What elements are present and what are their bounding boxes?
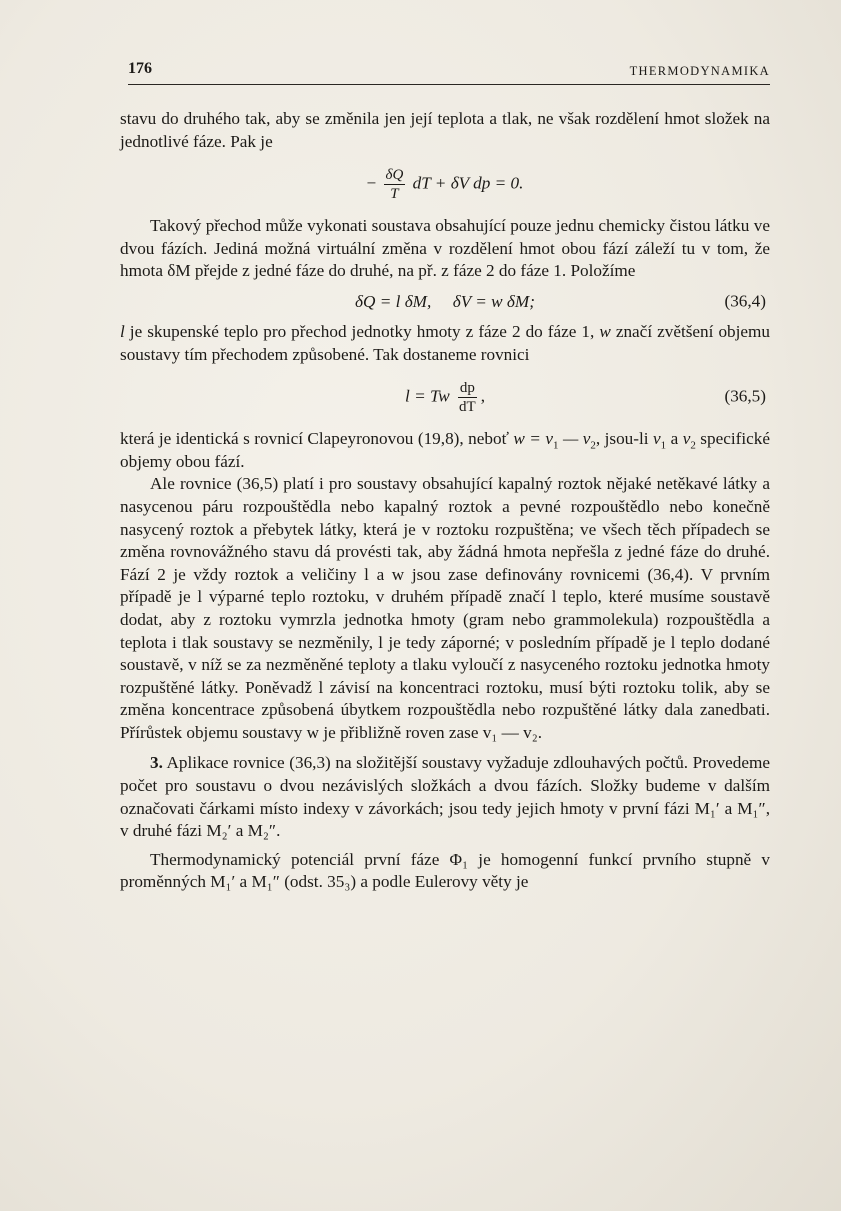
eq1-fraction xyxy=(384,166,406,203)
p4-sub-1: 1 xyxy=(553,439,559,452)
p4-sub-3: 1 xyxy=(660,439,667,452)
equation-36-5 xyxy=(120,370,770,424)
page-header xyxy=(128,60,770,85)
eq1-rest: dT + δV dp = 0. xyxy=(412,173,524,193)
eq1-minus: − xyxy=(366,173,377,193)
p4-w-eq: w = v xyxy=(513,429,553,449)
p4-v2: v xyxy=(682,429,691,449)
p4-text-1: která je identická s rovnicí Clapeyronovou (19,8), neboť xyxy=(120,429,514,449)
paragraph-intro: stavu do druhého tak, aby se změnila jen její teplota a tlak, ne však rozdělení hmot složek na jednotlivé fáze. Pak je xyxy=(120,109,770,151)
eq1-numerator: δQ xyxy=(385,166,404,183)
p3-symbol-w: w xyxy=(599,321,611,341)
p4-and: a xyxy=(666,429,683,449)
p3-text-1: je skupenské teplo pro přechod jednotky hmoty z fáze 2 do fáze 1, xyxy=(124,321,600,341)
p4-text-3: specifické objemy obou fází. xyxy=(120,429,770,471)
running-title: THERMODYNAMIKA xyxy=(629,64,770,78)
eq3-label: (36,5) xyxy=(724,386,766,406)
eq3-denominator: dT xyxy=(459,398,476,415)
page-number: 176 xyxy=(128,60,152,77)
eq3-tail: , xyxy=(480,386,485,406)
eq3-numerator: dp xyxy=(459,379,475,396)
page-body xyxy=(120,108,770,894)
paragraph-potential: Thermodynamický potenciál první fáze Φ₁ je homogenní funkcí prvního stupně v proměnných M₁′ a M₁″ (odst. 35₃) a podle Eulerovy věty je xyxy=(120,849,770,892)
eq2-label: (36,4) xyxy=(724,291,766,311)
paragraph-latent-heat xyxy=(120,321,770,366)
p3-text-2: značí zvětšení objemu soustavy tím přechodem způsobené. Tak dostaneme rovnici xyxy=(120,321,771,364)
eq3-fraction xyxy=(457,379,478,416)
p3-symbol-l: l xyxy=(120,321,125,341)
paragraph-section-3 xyxy=(120,752,770,842)
section-3-text: Aplikace rovnice (36,3) na složitější soustavy vyžaduje zdlouhavých počtů. Provedeme počet pro soustavu o dvou nezávislých složkách a dvou fázích. Složky budeme v dalším označovati čárkami místo indexy v závorkách; jsou tedy jejich hmoty v první fázi M₁′ a M₁″, v druhé fázi M₂′ a M₂″. xyxy=(120,753,770,841)
eq1-denominator: T xyxy=(390,185,399,202)
p4-text-2: , jsou-li xyxy=(595,429,653,449)
equation-36-4 xyxy=(120,285,770,319)
paragraph-clapeyron xyxy=(120,428,770,473)
equation-virtual-change xyxy=(120,157,770,211)
eq3-lhs: l = Tw xyxy=(405,386,450,406)
paragraph-solutions: Ale rovnice (36,5) platí i pro soustavy obsahující kapalný roztok nějaké netěkavé látky a nasycenou páru rozpouštědla nebo kapalný roztok a pevné rozpouštědlo nebo konečně nasycený roztok a přebytek látky, která je v roztoku rozpuštěna; ve všech těch případech se změna rovnovážného stavu dá provésti tak, aby žádná hmota nepřešla z jedné fáze do druhé. Fází 2 je vždy roztok a veličiny l a w jsou zase definovány rovnicemi (36,4). V prvním případě je l výparné teplo roztoku, v druhém případě značí l teplo, které musíme soustavě dodat, aby z roztoku vymrzla jednotka hmoty (gram nebo grammolekula) rozpouštědla a teplota i tlak soustavy se nezměnily, l je tedy záporné; v posledním případě je l teplo dodané soustavě, v níž se za nezměněné teploty a tlaku vyloučí z nasyceného roztoku jednotka hmoty rozpuštěné látky. Poněvadž l závisí na koncentraci roztoku, musí býti roztoku tolik, aby se změna koncentrace způsobená úbytkem rozpouštědla nebo rozpuštěné látky dala zanedbati. Přírůstek objemu soustavy w je přibližně roven zase v₁ — v₂. xyxy=(120,474,770,742)
p4-sub-4: 2 xyxy=(690,439,696,452)
p4-sub-2: 2 xyxy=(590,439,596,452)
section-number: 3. xyxy=(150,753,163,773)
eq2-body: δQ = l δM, δV = w δM; xyxy=(355,291,535,311)
paragraph-single-substance: Takový přechod může vykonati soustava obsahující pouze jednu chemicky čistou látku ve dvou fázích. Jediná možná virtuální změna v rozdělení hmot obou fází záleží tu v tom, že hmota δM přejde z jedné fáze do druhé, na př. z fáze 2 do fáze 1. Položíme xyxy=(120,216,770,281)
p4-minus-v: — v xyxy=(558,429,591,449)
p4-v1: v xyxy=(653,429,661,449)
